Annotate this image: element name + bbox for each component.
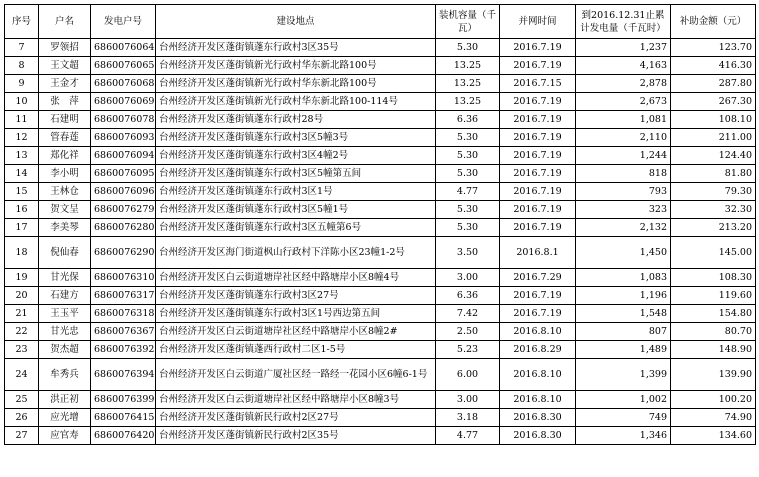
cell-subsidy: 80.70 <box>671 323 756 341</box>
cell-location: 台州经济开发区蓬街镇蓬东行政村3区5幢第五间 <box>156 165 436 183</box>
cell-capacity: 2.50 <box>436 323 500 341</box>
cell-subsidy: 145.00 <box>671 237 756 269</box>
cell-account: 6860076399 <box>91 391 156 409</box>
cell-account: 6860076069 <box>91 93 156 111</box>
cell-generation: 1,548 <box>576 305 671 323</box>
cell-subsidy: 108.10 <box>671 111 756 129</box>
cell-name: 应官寿 <box>39 427 91 445</box>
cell-generation: 4,163 <box>576 57 671 75</box>
cell-subsidy: 416.30 <box>671 57 756 75</box>
cell-capacity: 13.25 <box>436 93 500 111</box>
cell-account: 6860076420 <box>91 427 156 445</box>
cell-location: 台州经济开发区蓬街镇新民行政村2区35号 <box>156 427 436 445</box>
cell-seq: 8 <box>5 57 39 75</box>
cell-subsidy: 154.80 <box>671 305 756 323</box>
table-row <box>5 75 756 93</box>
cell-name: 贺文呈 <box>39 201 91 219</box>
cell-generation: 793 <box>576 183 671 201</box>
table-row <box>5 129 756 147</box>
cell-account: 6860076318 <box>91 305 156 323</box>
table-row <box>5 39 756 57</box>
cell-account: 6860076310 <box>91 269 156 287</box>
cell-seq: 9 <box>5 75 39 93</box>
cell-date: 2016.7.19 <box>500 39 576 57</box>
table-row <box>5 359 756 391</box>
cell-name: 贺杰超 <box>39 341 91 359</box>
cell-name: 石建明 <box>39 111 91 129</box>
cell-name: 应光增 <box>39 409 91 427</box>
cell-seq: 27 <box>5 427 39 445</box>
header-capacity: 装机容量（千瓦） <box>436 5 500 39</box>
cell-location: 台州经济开发区蓬街镇新光行政村华东新北路100-114号 <box>156 93 436 111</box>
cell-generation: 1,002 <box>576 391 671 409</box>
cell-subsidy: 108.30 <box>671 269 756 287</box>
table-row <box>5 323 756 341</box>
cell-seq: 24 <box>5 359 39 391</box>
cell-date: 2016.7.19 <box>500 287 576 305</box>
cell-date: 2016.8.29 <box>500 341 576 359</box>
cell-location: 台州经济开发区蓬街镇蓬东行政村3区五幢第6号 <box>156 219 436 237</box>
table-row <box>5 237 756 269</box>
cell-capacity: 3.00 <box>436 269 500 287</box>
cell-capacity: 7.42 <box>436 305 500 323</box>
header-account: 发电户号 <box>91 5 156 39</box>
cell-date: 2016.7.29 <box>500 269 576 287</box>
header-seq: 序号 <box>5 5 39 39</box>
cell-seq: 23 <box>5 341 39 359</box>
cell-date: 2016.7.19 <box>500 93 576 111</box>
cell-location: 台州经济开发区蓬街镇蓬东行政村3区35号 <box>156 39 436 57</box>
cell-generation: 1,399 <box>576 359 671 391</box>
cell-location: 台州经济开发区蓬街镇新光行政村华东新北路100号 <box>156 75 436 93</box>
cell-subsidy: 211.00 <box>671 129 756 147</box>
cell-capacity: 5.30 <box>436 219 500 237</box>
table-row <box>5 165 756 183</box>
header-generation: 到2016.12.31止累计发电量（千瓦时） <box>576 5 671 39</box>
cell-subsidy: 32.30 <box>671 201 756 219</box>
cell-seq: 7 <box>5 39 39 57</box>
cell-generation: 1,081 <box>576 111 671 129</box>
cell-account: 6860076068 <box>91 75 156 93</box>
cell-location: 台州经济开发区蓬街镇新民行政村2区27号 <box>156 409 436 427</box>
cell-capacity: 13.25 <box>436 57 500 75</box>
cell-capacity: 6.00 <box>436 359 500 391</box>
cell-name: 王林仓 <box>39 183 91 201</box>
cell-subsidy: 100.20 <box>671 391 756 409</box>
cell-seq: 21 <box>5 305 39 323</box>
table-row <box>5 427 756 445</box>
cell-date: 2016.8.1 <box>500 237 576 269</box>
cell-generation: 818 <box>576 165 671 183</box>
cell-date: 2016.8.30 <box>500 409 576 427</box>
cell-account: 6860076367 <box>91 323 156 341</box>
cell-date: 2016.7.19 <box>500 147 576 165</box>
table-row <box>5 269 756 287</box>
cell-name: 李美琴 <box>39 219 91 237</box>
cell-location: 台州经济开发区蓬街镇蓬东行政村3区1号 <box>156 183 436 201</box>
cell-name: 洪正初 <box>39 391 91 409</box>
cell-generation: 2,878 <box>576 75 671 93</box>
cell-capacity: 3.50 <box>436 237 500 269</box>
cell-name: 郑化祥 <box>39 147 91 165</box>
cell-capacity: 5.30 <box>436 39 500 57</box>
cell-name: 罗领招 <box>39 39 91 57</box>
cell-location: 台州经济开发区蓬街镇蓬西行政村二区1-5号 <box>156 341 436 359</box>
header-subsidy: 补助金额（元） <box>671 5 756 39</box>
cell-date: 2016.7.19 <box>500 57 576 75</box>
table-row <box>5 341 756 359</box>
cell-account: 6860076096 <box>91 183 156 201</box>
cell-name: 倪仙春 <box>39 237 91 269</box>
cell-date: 2016.7.19 <box>500 219 576 237</box>
cell-seq: 19 <box>5 269 39 287</box>
cell-date: 2016.7.19 <box>500 183 576 201</box>
cell-account: 6860076279 <box>91 201 156 219</box>
cell-generation: 2,673 <box>576 93 671 111</box>
cell-date: 2016.8.10 <box>500 359 576 391</box>
table-row <box>5 305 756 323</box>
cell-name: 李小明 <box>39 165 91 183</box>
cell-capacity: 13.25 <box>436 75 500 93</box>
cell-date: 2016.8.10 <box>500 323 576 341</box>
cell-generation: 1,083 <box>576 269 671 287</box>
cell-subsidy: 139.90 <box>671 359 756 391</box>
cell-capacity: 4.77 <box>436 183 500 201</box>
table-row <box>5 219 756 237</box>
cell-capacity: 5.30 <box>436 129 500 147</box>
cell-location: 台州经济开发区蓬街镇蓬东行政村3区5幢3号 <box>156 129 436 147</box>
cell-generation: 323 <box>576 201 671 219</box>
cell-location: 台州经济开发区蓬街镇新光行政村华东新北路100号 <box>156 57 436 75</box>
cell-date: 2016.7.15 <box>500 75 576 93</box>
cell-capacity: 5.30 <box>436 147 500 165</box>
cell-subsidy: 134.60 <box>671 427 756 445</box>
cell-seq: 14 <box>5 165 39 183</box>
cell-date: 2016.8.30 <box>500 427 576 445</box>
cell-account: 6860076095 <box>91 165 156 183</box>
cell-account: 6860076064 <box>91 39 156 57</box>
table-row <box>5 391 756 409</box>
cell-name: 王文超 <box>39 57 91 75</box>
cell-generation: 1,346 <box>576 427 671 445</box>
cell-account: 6860076317 <box>91 287 156 305</box>
cell-location: 台州经济开发区白云街道塘岸社区经中路塘岸小区8幢3号 <box>156 391 436 409</box>
table-row <box>5 93 756 111</box>
cell-generation: 1,450 <box>576 237 671 269</box>
cell-seq: 17 <box>5 219 39 237</box>
cell-account: 6860076290 <box>91 237 156 269</box>
cell-account: 6860076093 <box>91 129 156 147</box>
cell-generation: 2,110 <box>576 129 671 147</box>
cell-subsidy: 123.70 <box>671 39 756 57</box>
header-row <box>5 5 756 39</box>
cell-date: 2016.7.19 <box>500 201 576 219</box>
cell-seq: 16 <box>5 201 39 219</box>
cell-capacity: 6.36 <box>436 111 500 129</box>
cell-subsidy: 287.80 <box>671 75 756 93</box>
cell-subsidy: 267.30 <box>671 93 756 111</box>
cell-name: 管春莲 <box>39 129 91 147</box>
cell-generation: 749 <box>576 409 671 427</box>
cell-generation: 2,132 <box>576 219 671 237</box>
cell-location: 台州经济开发区蓬街镇蓬东行政村3区1号西边第五间 <box>156 305 436 323</box>
cell-name: 王金才 <box>39 75 91 93</box>
cell-account: 6860076065 <box>91 57 156 75</box>
table-row <box>5 147 756 165</box>
cell-account: 6860076078 <box>91 111 156 129</box>
cell-location: 台州经济开发区蓬街镇蓬东行政村3区27号 <box>156 287 436 305</box>
cell-generation: 1,489 <box>576 341 671 359</box>
cell-seq: 18 <box>5 237 39 269</box>
header-name: 户名 <box>39 5 91 39</box>
cell-seq: 15 <box>5 183 39 201</box>
cell-generation: 1,196 <box>576 287 671 305</box>
cell-name: 甘光忠 <box>39 323 91 341</box>
cell-location: 台州经济开发区海门街道枫山行政村下洋陈小区23幢1-2号 <box>156 237 436 269</box>
cell-subsidy: 124.40 <box>671 147 756 165</box>
subsidy-table <box>4 4 756 445</box>
cell-capacity: 5.23 <box>436 341 500 359</box>
cell-seq: 20 <box>5 287 39 305</box>
cell-date: 2016.7.19 <box>500 111 576 129</box>
cell-name: 甘光保 <box>39 269 91 287</box>
table-row <box>5 409 756 427</box>
table-row <box>5 287 756 305</box>
cell-account: 6860076394 <box>91 359 156 391</box>
cell-generation: 1,237 <box>576 39 671 57</box>
cell-date: 2016.7.19 <box>500 305 576 323</box>
cell-subsidy: 74.90 <box>671 409 756 427</box>
table-row <box>5 57 756 75</box>
cell-generation: 807 <box>576 323 671 341</box>
cell-seq: 11 <box>5 111 39 129</box>
table-body <box>5 39 756 445</box>
cell-name: 牟秀兵 <box>39 359 91 391</box>
cell-account: 6860076280 <box>91 219 156 237</box>
cell-seq: 13 <box>5 147 39 165</box>
cell-account: 6860076094 <box>91 147 156 165</box>
table-row <box>5 111 756 129</box>
table-row <box>5 201 756 219</box>
cell-location: 台州经济开发区白云街道塘岸社区经中路塘岸小区8幢4号 <box>156 269 436 287</box>
cell-capacity: 5.30 <box>436 201 500 219</box>
cell-date: 2016.7.19 <box>500 129 576 147</box>
cell-location: 台州经济开发区白云街道塘岸社区经中路塘岸小区8幢2# <box>156 323 436 341</box>
cell-seq: 22 <box>5 323 39 341</box>
cell-capacity: 3.00 <box>436 391 500 409</box>
cell-location: 台州经济开发区蓬街镇蓬东行政村3区5幢1号 <box>156 201 436 219</box>
cell-subsidy: 79.30 <box>671 183 756 201</box>
table-row <box>5 183 756 201</box>
header-location: 建设地点 <box>156 5 436 39</box>
cell-date: 2016.8.10 <box>500 391 576 409</box>
cell-subsidy: 148.90 <box>671 341 756 359</box>
cell-account: 6860076415 <box>91 409 156 427</box>
cell-date: 2016.7.19 <box>500 165 576 183</box>
cell-location: 台州经济开发区白云街道广厦社区经一路经一花园小区6幢6-1号 <box>156 359 436 391</box>
cell-name: 张 萍 <box>39 93 91 111</box>
cell-seq: 12 <box>5 129 39 147</box>
header-date: 并网时间 <box>500 5 576 39</box>
cell-subsidy: 81.80 <box>671 165 756 183</box>
cell-generation: 1,244 <box>576 147 671 165</box>
cell-subsidy: 213.20 <box>671 219 756 237</box>
cell-capacity: 3.18 <box>436 409 500 427</box>
cell-capacity: 6.36 <box>436 287 500 305</box>
cell-subsidy: 119.60 <box>671 287 756 305</box>
cell-name: 石建方 <box>39 287 91 305</box>
cell-seq: 25 <box>5 391 39 409</box>
cell-location: 台州经济开发区蓬街镇蓬东行政村28号 <box>156 111 436 129</box>
cell-location: 台州经济开发区蓬街镇蓬东行政村3区4幢2号 <box>156 147 436 165</box>
cell-capacity: 5.30 <box>436 165 500 183</box>
cell-account: 6860076392 <box>91 341 156 359</box>
cell-name: 王玉平 <box>39 305 91 323</box>
cell-seq: 10 <box>5 93 39 111</box>
cell-capacity: 4.77 <box>436 427 500 445</box>
cell-seq: 26 <box>5 409 39 427</box>
